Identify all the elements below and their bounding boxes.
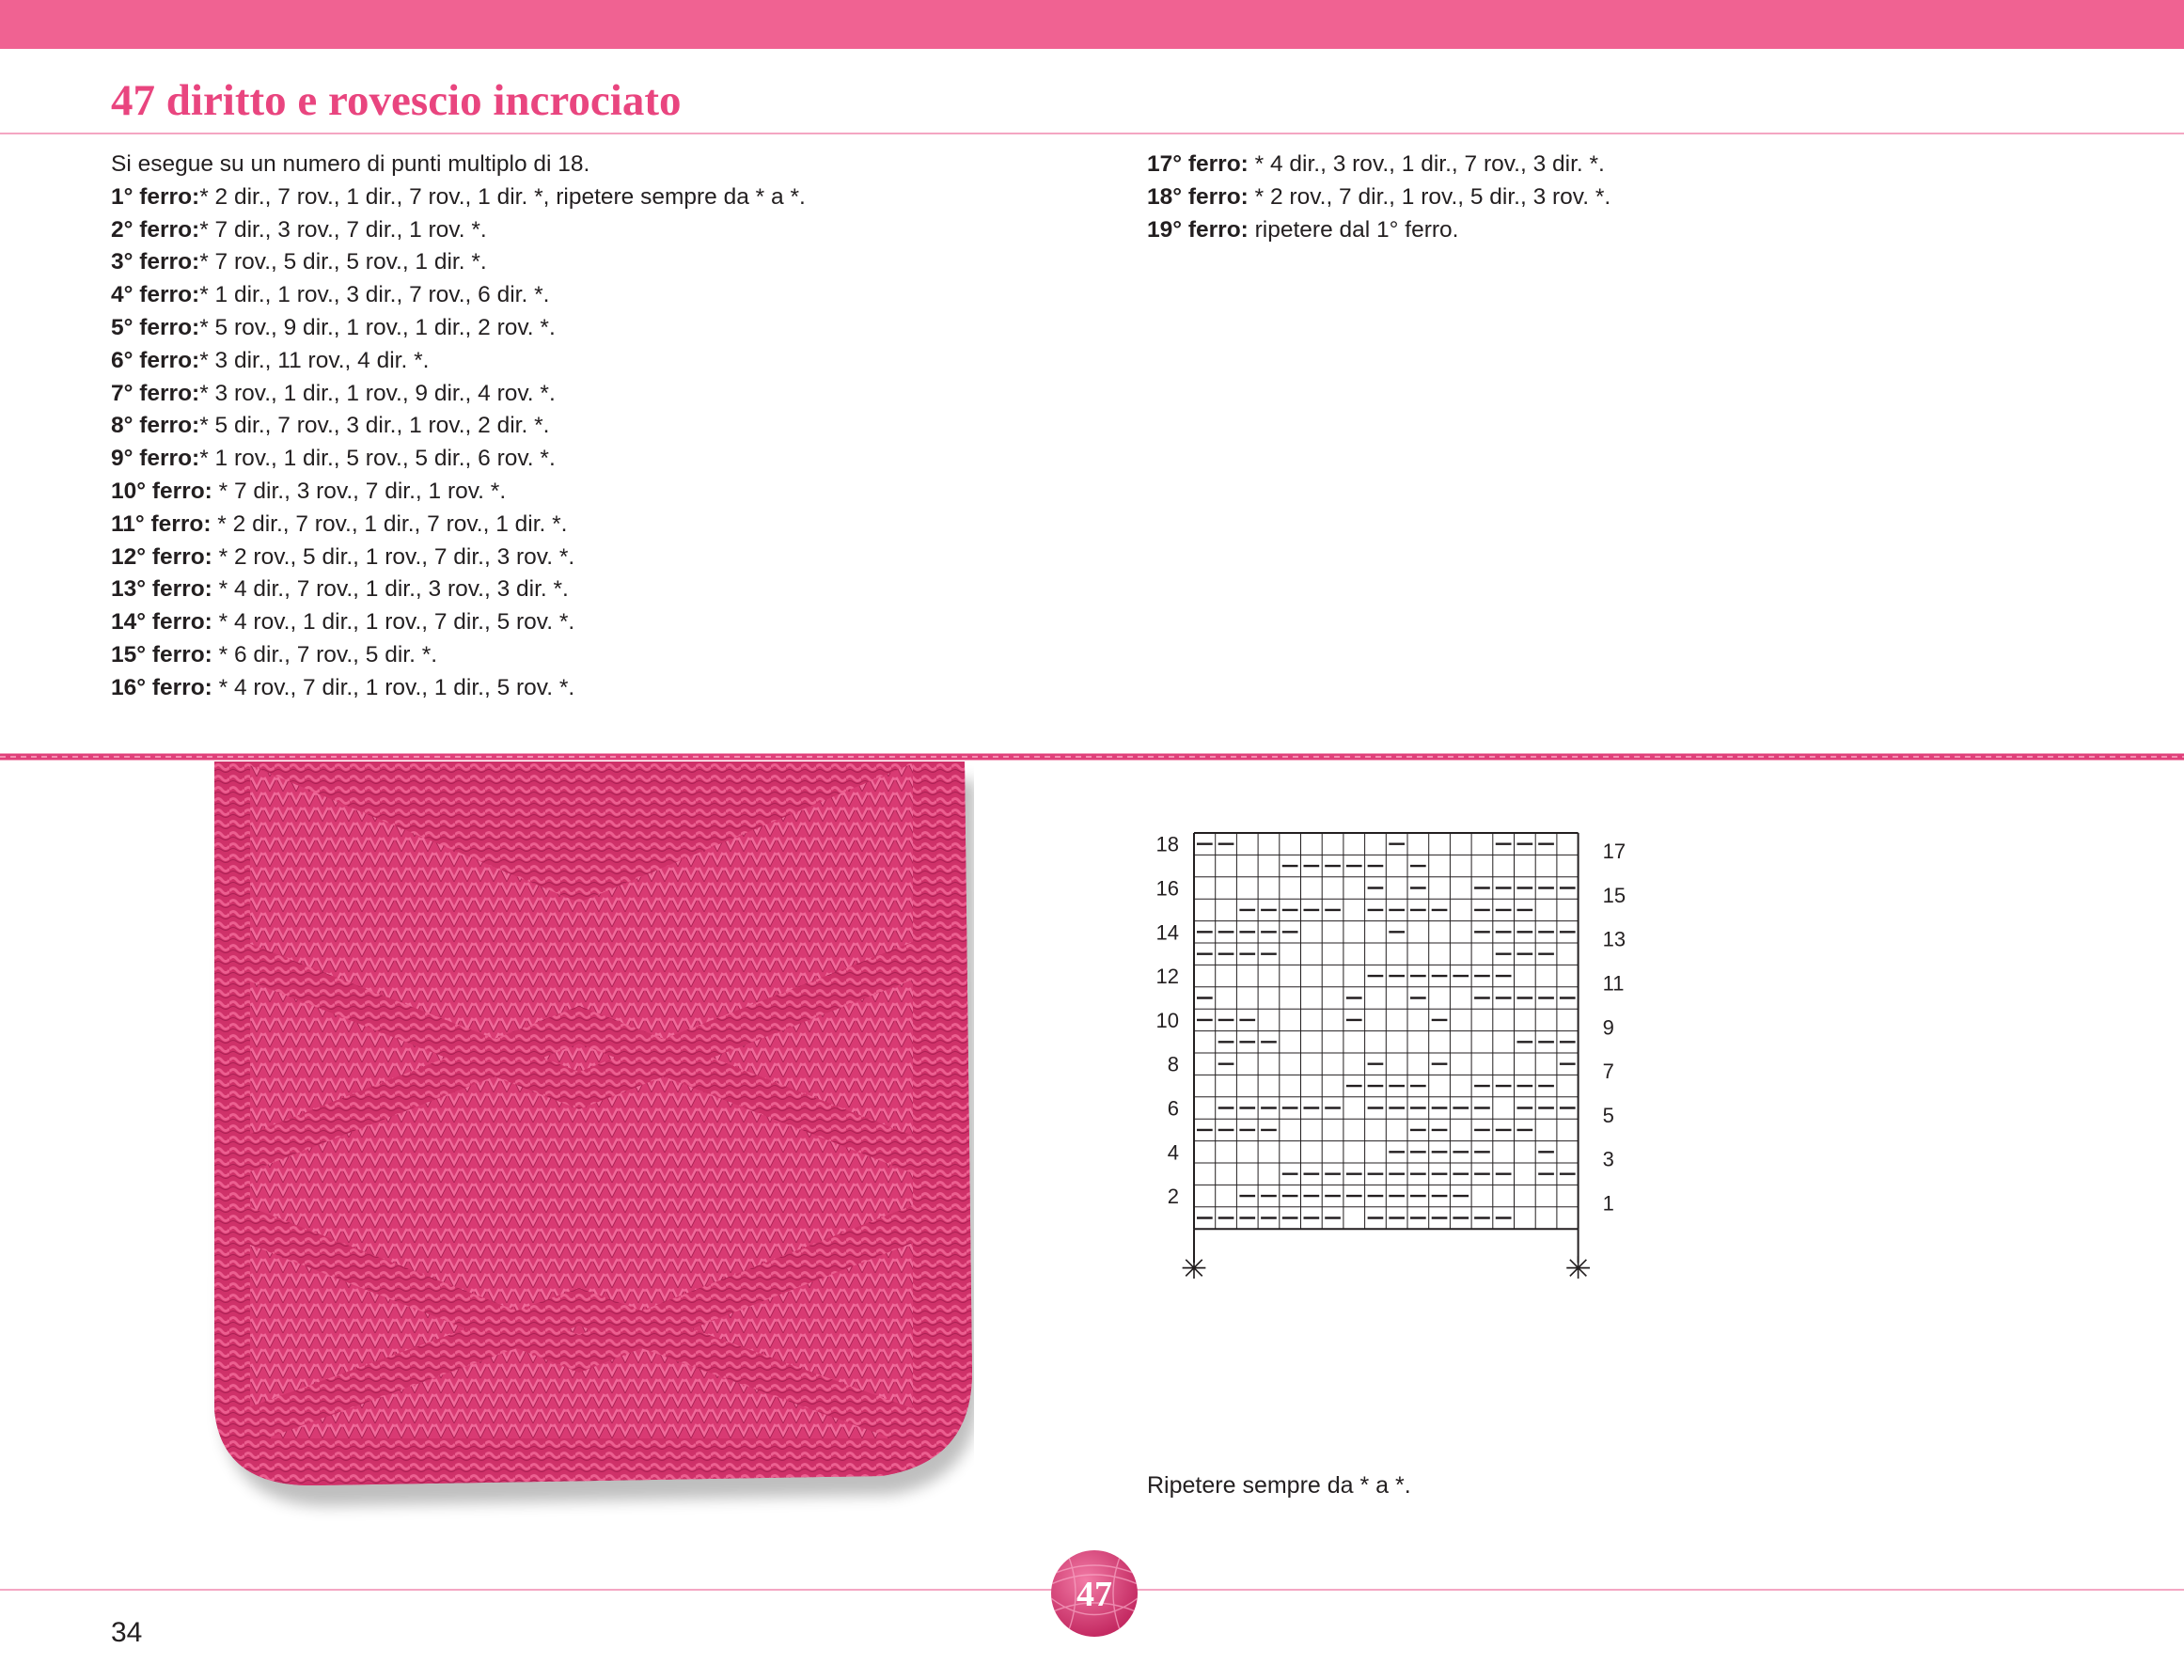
- knitting-chart: [1138, 818, 1645, 1279]
- row-label: 8° ferro:: [111, 413, 200, 439]
- row-text: * 2 rov., 5 dir., 1 rov., 7 dir., 3 rov. *.: [212, 543, 575, 570]
- row-instruction: [1147, 149, 1805, 181]
- row-label: 5° ferro:: [111, 314, 200, 340]
- chart-row-label: 7: [1602, 1060, 1614, 1084]
- chart-row-label: 12: [1155, 965, 1179, 989]
- row-instruction: [111, 573, 1051, 606]
- row-instruction: [111, 312, 1051, 345]
- yarn-ball-badge: [1047, 1547, 1141, 1641]
- row-instruction: [111, 672, 1051, 705]
- row-text: * 1 rov., 1 dir., 5 rov., 5 dir., 6 rov. *.: [199, 446, 556, 472]
- instructions-right-column: [1147, 149, 1805, 246]
- title-divider: [0, 133, 2184, 134]
- row-label: 17° ferro:: [1147, 151, 1249, 177]
- row-instruction: [1147, 181, 1805, 214]
- chart-row-label: 18: [1155, 832, 1179, 856]
- row-text: * 3 rov., 1 dir., 1 rov., 9 dir., 4 rov. *.: [199, 380, 556, 406]
- row-text: * 4 dir., 7 rov., 1 dir., 3 rov., 3 dir. *.: [212, 576, 569, 603]
- row-text: * 7 dir., 3 rov., 7 dir., 1 rov. *.: [212, 478, 507, 504]
- row-instruction: [111, 181, 1051, 214]
- row-label: 7° ferro:: [111, 380, 200, 406]
- row-label: 13° ferro:: [111, 576, 212, 603]
- row-instructions-list: [111, 181, 1051, 705]
- row-label: 1° ferro:: [111, 183, 200, 210]
- top-accent-bar: [0, 0, 2184, 49]
- row-label: 6° ferro:: [111, 347, 200, 373]
- row-text: * 7 rov., 5 dir., 5 rov., 1 dir. *.: [199, 249, 487, 275]
- row-text: * 5 dir., 7 rov., 3 dir., 1 rov., 2 dir. *.: [199, 413, 550, 439]
- row-text: * 4 rov., 1 dir., 1 rov., 7 dir., 5 rov. *.: [212, 609, 575, 636]
- row-label: 14° ferro:: [111, 609, 212, 636]
- row-instruction: [111, 410, 1051, 443]
- chart-row-label: 14: [1155, 920, 1179, 945]
- chart-row-label: 15: [1602, 883, 1626, 907]
- row-label: 9° ferro:: [111, 446, 200, 472]
- row-label: 15° ferro:: [111, 641, 212, 667]
- page-number: 34: [111, 1617, 143, 1648]
- row-text: * 2 dir., 7 rov., 1 dir., 7 rov., 1 dir. *, ripetere sempre da * a *.: [199, 183, 806, 210]
- chart-row-label: 2: [1167, 1185, 1179, 1209]
- chart-row-label: 11: [1602, 971, 1625, 996]
- row-text: * 2 rov., 7 dir., 1 rov., 5 dir., 3 rov. *.: [1248, 183, 1611, 210]
- row-instruction: [111, 214, 1051, 247]
- row-text: * 7 dir., 3 rov., 7 dir., 1 rov. *.: [199, 216, 487, 243]
- row-label: 10° ferro:: [111, 478, 212, 504]
- chart-row-label: 4: [1167, 1140, 1179, 1165]
- row-label: 12° ferro:: [111, 543, 212, 570]
- knitted-swatch-photo: [184, 761, 974, 1523]
- row-label: 11° ferro:: [111, 510, 212, 537]
- row-text: * 2 dir., 7 rov., 1 dir., 7 rov., 1 dir. *.: [211, 510, 568, 537]
- row-instruction: [111, 606, 1051, 639]
- chart-row-label: 16: [1155, 876, 1179, 901]
- chart-row-label: 8: [1167, 1052, 1179, 1076]
- chart-row-label: 13: [1602, 927, 1626, 951]
- row-label: 3° ferro:: [111, 249, 200, 275]
- row-label: 19° ferro:: [1147, 216, 1249, 243]
- row-instructions-list: [1147, 149, 1805, 246]
- row-instruction: [111, 509, 1051, 542]
- row-text: * 3 dir., 11 rov., 4 dir. *.: [199, 347, 430, 373]
- row-instruction: [111, 378, 1051, 411]
- row-instruction: [111, 345, 1051, 378]
- repeat-note: Ripetere sempre da * a *.: [1147, 1472, 1411, 1499]
- chart-row-label: 5: [1602, 1103, 1614, 1127]
- row-text: * 6 dir., 7 rov., 5 dir. *.: [212, 641, 438, 667]
- row-text: * 1 dir., 1 rov., 3 dir., 7 rov., 6 dir. *.: [199, 282, 550, 308]
- instructions-left-column: [111, 149, 1051, 705]
- repeat-marker: ✳: [1564, 1251, 1592, 1279]
- row-label: 16° ferro:: [111, 674, 212, 700]
- badge-number: 47: [1076, 1575, 1112, 1614]
- row-instruction: [1147, 214, 1805, 247]
- row-label: 18° ferro:: [1147, 183, 1249, 210]
- row-instruction: [111, 279, 1051, 312]
- chart-row-label: 9: [1602, 1015, 1614, 1040]
- page-title: 47 diritto e rovescio incrociato: [111, 76, 682, 125]
- row-label: 4° ferro:: [111, 282, 200, 308]
- row-instruction: [111, 476, 1051, 509]
- chart-row-label: 6: [1167, 1096, 1179, 1121]
- intro-line: Si esegue su un numero di punti multiplo di 18.: [111, 151, 590, 177]
- row-instruction: [111, 443, 1051, 476]
- row-text: * 5 rov., 9 dir., 1 rov., 1 dir., 2 rov. *.: [199, 314, 556, 340]
- row-instruction: [111, 246, 1051, 279]
- row-text: ripetere dal 1° ferro.: [1248, 216, 1459, 243]
- row-instruction: [111, 542, 1051, 574]
- row-label: 2° ferro:: [111, 216, 200, 243]
- repeat-marker: ✳: [1180, 1251, 1208, 1279]
- yarn-strand-divider: [0, 752, 2184, 761]
- row-text: * 4 dir., 3 rov., 1 dir., 7 rov., 3 dir. *.: [1248, 151, 1605, 177]
- row-instruction: [111, 639, 1051, 672]
- chart-row-label: 3: [1602, 1147, 1614, 1171]
- chart-row-label: 10: [1155, 1008, 1179, 1032]
- chart-row-label: 17: [1602, 840, 1626, 864]
- row-text: * 4 rov., 7 dir., 1 rov., 1 dir., 5 rov. *.: [212, 674, 575, 700]
- chart-row-label: 1: [1602, 1191, 1614, 1216]
